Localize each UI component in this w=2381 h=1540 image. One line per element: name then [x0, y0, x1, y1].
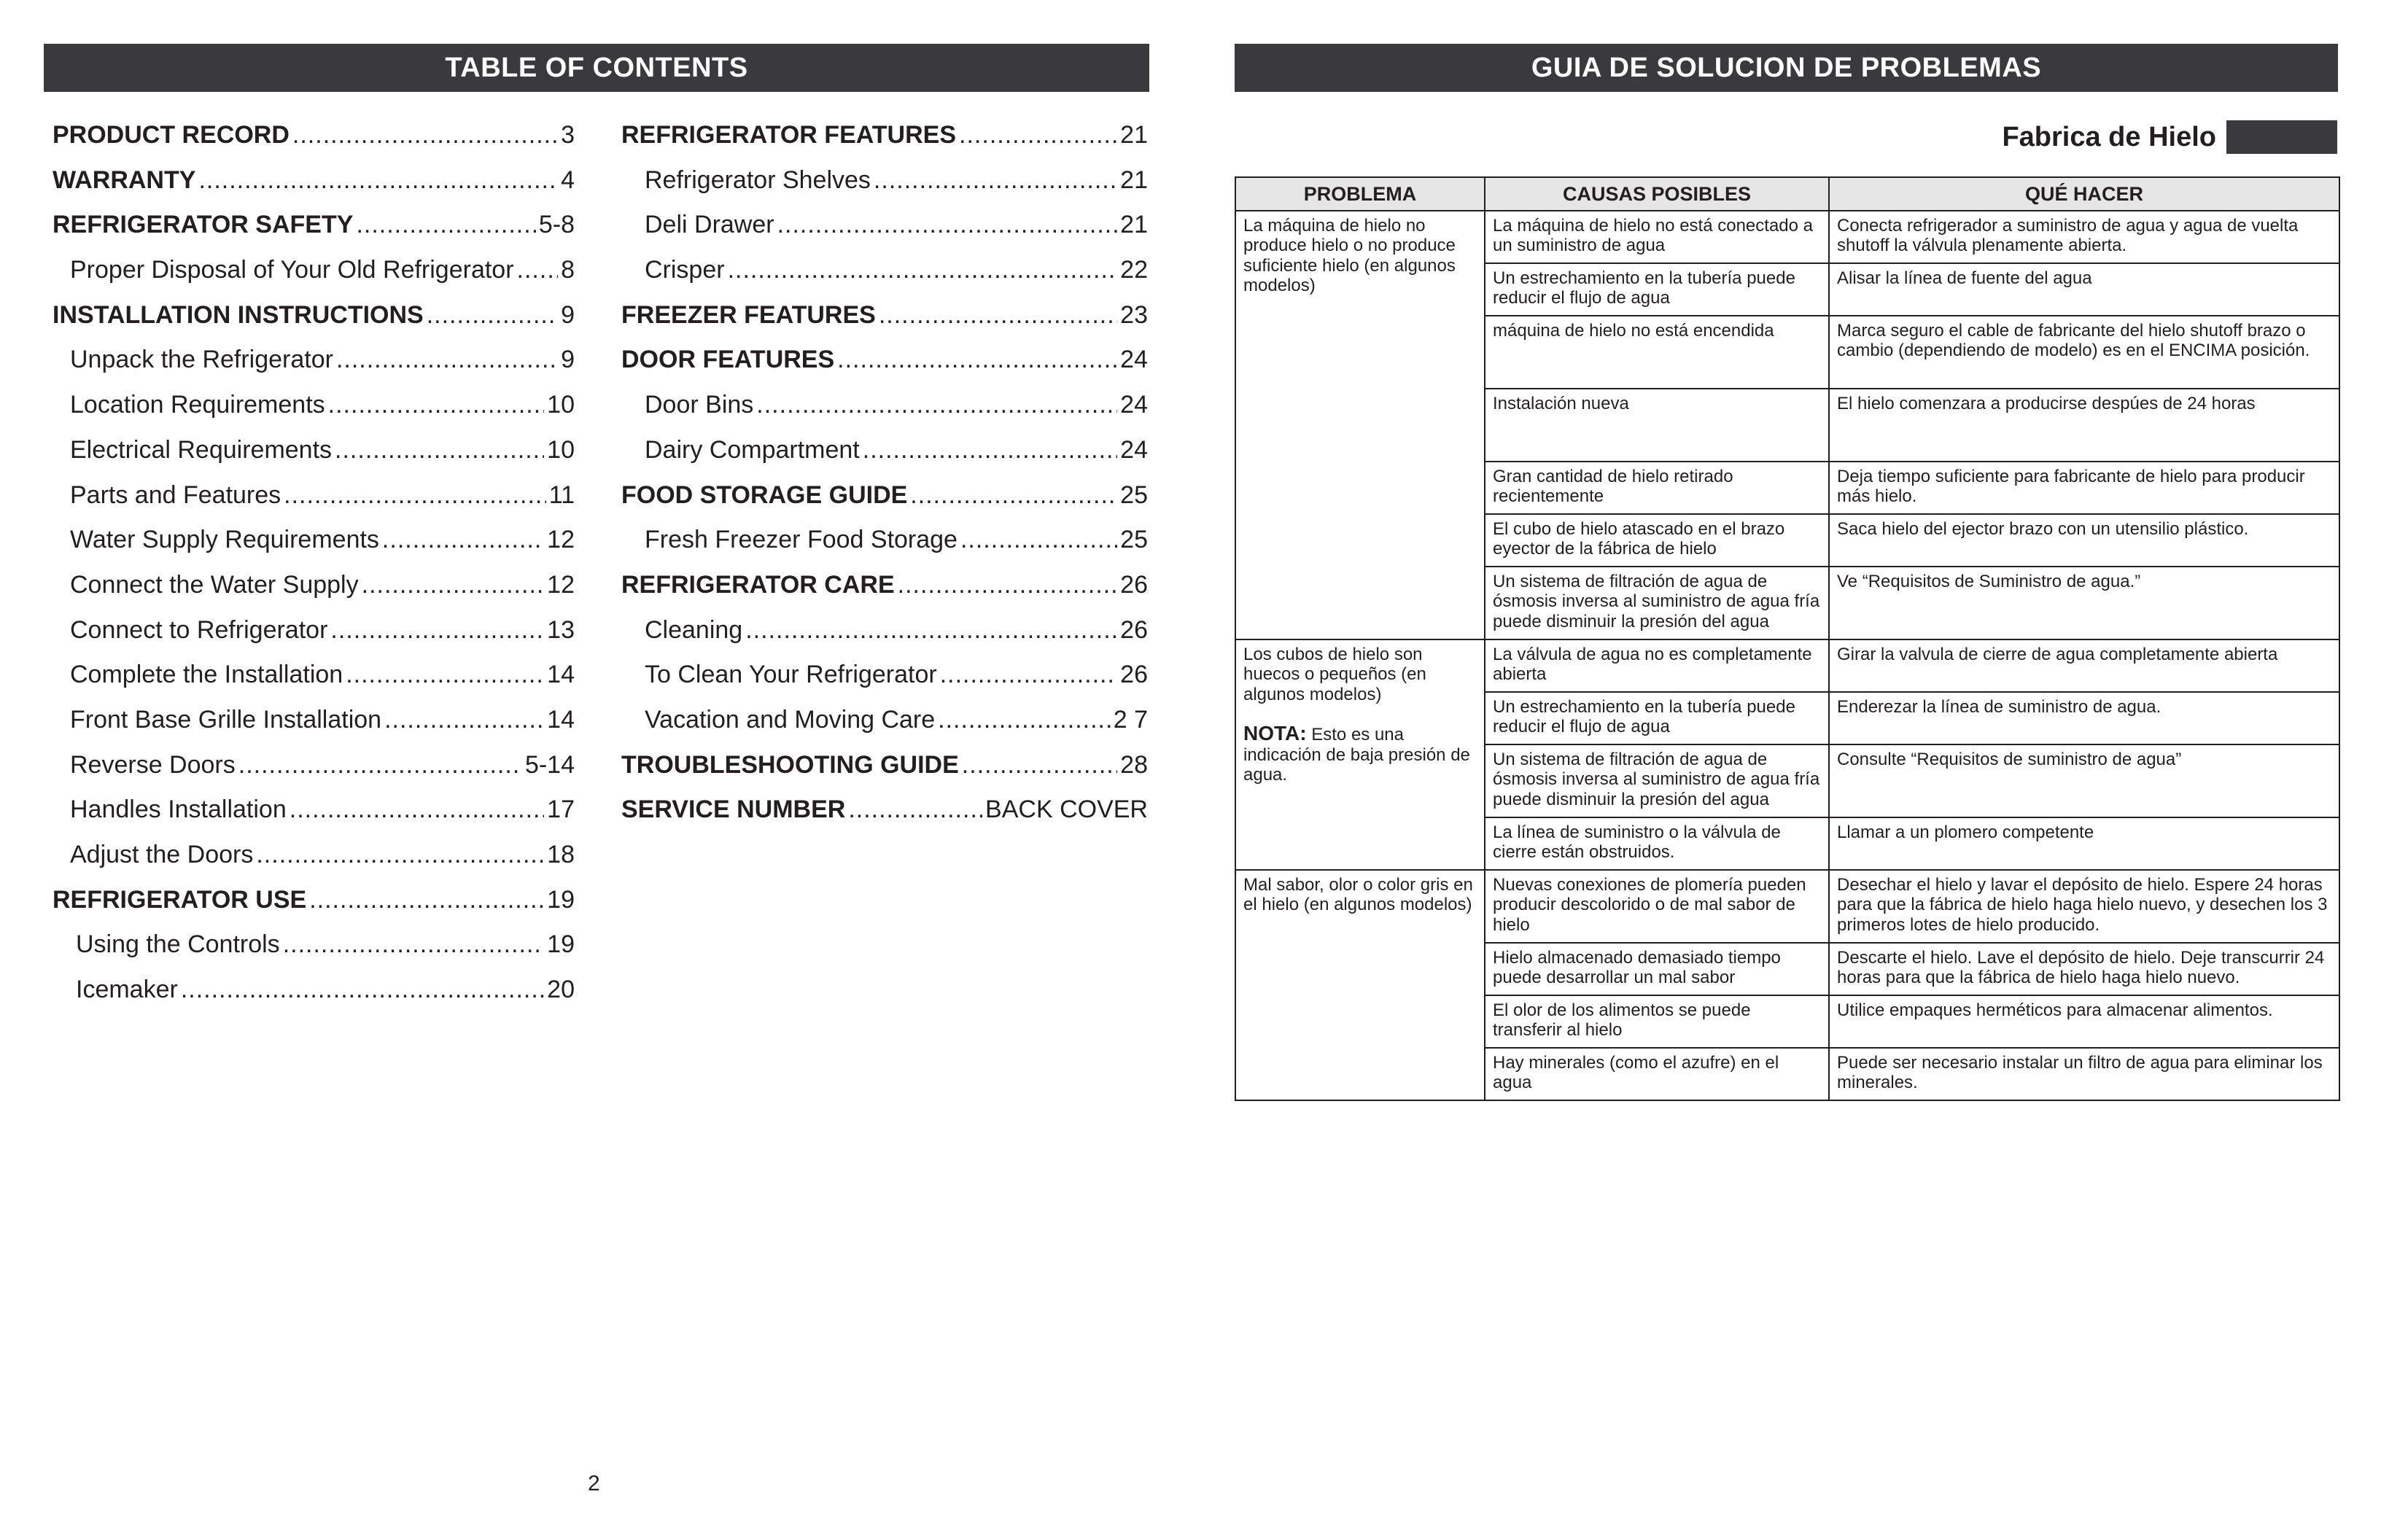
- section-title: Fabrica de Hielo: [2002, 121, 2216, 152]
- toc-entry-page: 26: [1120, 661, 1148, 689]
- toc-entry-title: Water Supply Requirements: [70, 526, 379, 554]
- toc-dot-leader: [879, 301, 1117, 330]
- table-row: [1235, 211, 2339, 263]
- toc-entry: [53, 841, 575, 886]
- problem-text: Mal sabor, olor o color gris en el hielo (en algunos modelos): [1243, 875, 1473, 915]
- toc-entry-page: 9: [561, 300, 575, 329]
- toc-entry-page: 23: [1120, 300, 1148, 329]
- toc-entry-page: 14: [547, 661, 575, 689]
- toc-entry-title: To Clean Your Refrigerator: [645, 661, 937, 689]
- toc-entry: [621, 751, 1148, 796]
- table-row: [1235, 870, 2339, 943]
- fix-cell: Conecta refrigerador a suministro de agua y agua de vuelta shutoff la válvula plenamente abierta.: [1829, 211, 2339, 263]
- toc-entry-title: Using the Controls: [76, 930, 280, 959]
- cause-cell: Gran cantidad de hielo retirado recientemente: [1485, 462, 1829, 514]
- toc-dot-leader: [427, 301, 558, 330]
- toc-entry-page: 13: [547, 615, 575, 644]
- toc-entry-title: Door Bins: [645, 391, 754, 419]
- toc-dot-leader: [384, 706, 544, 734]
- toc-entry: [621, 211, 1148, 256]
- toc-entry: [621, 616, 1148, 661]
- cause-cell: La línea de suministro o la válvula de cierre están obstruidos.: [1485, 817, 1829, 870]
- toc-entry-title: REFRIGERATOR FEATURES: [621, 121, 957, 149]
- toc-entry-title: REFRIGERATOR USE: [53, 885, 307, 914]
- toc-entry: [53, 346, 575, 391]
- toc-entry-title: Icemaker: [76, 976, 178, 1004]
- header-causes: CAUSAS POSIBLES: [1485, 177, 1829, 211]
- toc-entry-page: 21: [1120, 166, 1148, 194]
- note-text: Esto es una indicación de baja presión de agua.: [1243, 725, 1470, 785]
- toc-entry-title: Location Requirements: [70, 391, 325, 419]
- toc-entry-page: 22: [1120, 256, 1148, 284]
- toc-entry: [53, 930, 575, 976]
- note-label: NOTA:: [1243, 722, 1307, 745]
- cause-cell: El cubo de hielo atascado en el brazo eyector de la fábrica de hielo: [1485, 514, 1829, 567]
- toc-dot-leader: [728, 256, 1118, 284]
- fix-cell: Descarte el hielo. Lave el depósito de hielo. Deje transcurrir 24 horas para que la fábrica de hielo haga hielo nuevo.: [1829, 943, 2339, 995]
- toc-dot-leader: [837, 346, 1117, 374]
- toc-entry-page: 26: [1120, 570, 1148, 599]
- toc-entry: [53, 436, 575, 481]
- troubleshooting-banner: GUIA DE SOLUCION DE PROBLEMAS: [1235, 44, 2338, 92]
- toc-entry-title: Unpack the Refrigerator: [70, 346, 333, 374]
- cause-cell: Hay minerales (como el azufre) en el agua: [1485, 1048, 1829, 1100]
- toc-entry-page: 20: [547, 976, 575, 1004]
- toc-dot-leader: [777, 211, 1118, 239]
- section-header-bar: [2226, 120, 2337, 154]
- toc-dot-leader: [745, 616, 1117, 645]
- toc-entry: [621, 391, 1148, 436]
- toc-dot-leader: [290, 796, 544, 824]
- toc-entry-page: 19: [547, 930, 575, 959]
- toc-entry-page: 10: [547, 435, 575, 464]
- toc-dot-leader: [940, 661, 1117, 689]
- toc-entry: [621, 706, 1148, 751]
- toc-entry-page: 3: [561, 121, 575, 149]
- fix-cell: Alisar la línea de fuente del agua: [1829, 263, 2339, 316]
- toc-entry: [53, 526, 575, 571]
- toc-dot-leader: [181, 976, 544, 1004]
- toc-dot-leader: [238, 751, 522, 779]
- toc-dot-leader: [256, 841, 544, 869]
- toc-entry: [621, 346, 1148, 391]
- fix-cell: Deja tiempo suficiente para fabricante de hielo para producir más hielo.: [1829, 462, 2339, 514]
- note-block: [1243, 722, 1477, 785]
- toc-dot-leader: [346, 661, 544, 689]
- toc-dot-leader: [330, 616, 544, 645]
- fix-cell: El hielo comenzara a producirse despúes de 24 horas: [1829, 389, 2339, 462]
- fix-cell: Consulte “Requisitos de suministro de agua”: [1829, 744, 2339, 817]
- cause-cell: máquina de hielo no está encendida: [1485, 316, 1829, 389]
- toc-entry-page: 18: [547, 841, 575, 868]
- toc-entry-page: 28: [1120, 750, 1148, 779]
- fix-cell: Llamar a un plomero competente: [1829, 817, 2339, 870]
- toc-entry-title: INSTALLATION INSTRUCTIONS: [53, 300, 424, 329]
- fix-cell: Enderezar la línea de suministro de agua.: [1829, 692, 2339, 744]
- toc-dot-leader: [960, 526, 1117, 554]
- toc-entry-title: Dairy Compartment: [645, 435, 860, 464]
- toc-entry-page: 21: [1120, 121, 1148, 149]
- cause-cell: La máquina de hielo no está conectado a un suministro de agua: [1485, 211, 1829, 263]
- toc-entry: [53, 751, 575, 796]
- toc-entry: [53, 256, 575, 301]
- toc-entry-page: 9: [561, 346, 575, 374]
- toc-entry-title: WARRANTY: [53, 166, 196, 194]
- toc-entry-page: 25: [1120, 526, 1148, 554]
- toc-dot-leader: [362, 571, 545, 599]
- toc-entry-page: 2 7: [1113, 705, 1148, 734]
- toc-dot-leader: [336, 346, 558, 374]
- cause-cell: Nuevas conexiones de plomería pueden producir descolorido o de mal sabor de hielo: [1485, 870, 1829, 943]
- cause-cell: Un sistema de filtración de agua de ósmosis inversa al suministro de agua fría puede disminuir la presión del agua: [1485, 567, 1829, 639]
- toc-dot-leader: [328, 391, 545, 419]
- toc-entry: [621, 571, 1148, 616]
- toc-entry: [53, 211, 575, 256]
- toc-dot-leader: [284, 481, 546, 510]
- toc-dot-leader: [962, 751, 1117, 779]
- page-number: 2: [588, 1471, 600, 1496]
- toc-dot-leader: [198, 166, 558, 195]
- toc-entry-page: 24: [1120, 435, 1148, 464]
- toc-entry-page: 14: [547, 705, 575, 734]
- toc-dot-leader: [863, 436, 1117, 464]
- toc-entry-title: Refrigerator Shelves: [645, 166, 871, 194]
- toc-entry-page: 5-14: [524, 750, 575, 779]
- toc-dot-leader: [335, 436, 544, 464]
- toc-entry-title: Connect the Water Supply: [70, 570, 359, 599]
- toc-dot-leader: [898, 571, 1118, 599]
- fix-cell: Utilice empaques herméticos para almacenar alimentos.: [1829, 995, 2339, 1048]
- toc-entry: [53, 616, 575, 661]
- toc-column-left: [53, 121, 575, 1021]
- toc-entry-title: Adjust the Doors: [70, 841, 254, 868]
- toc-dot-leader: [756, 391, 1117, 419]
- cause-cell: Un estrechamiento en la tubería puede reducir el flujo de agua: [1485, 692, 1829, 744]
- toc-entry-title: Vacation and Moving Care: [645, 705, 936, 734]
- fix-cell: Girar la valvula de cierre de agua completamente abierta: [1829, 639, 2339, 692]
- toc-banner: TABLE OF CONTENTS: [44, 44, 1149, 92]
- fix-cell: Puede ser necesario instalar un filtro de agua para eliminar los minerales.: [1829, 1048, 2339, 1100]
- toc-entry-page: 10: [547, 391, 575, 419]
- toc-dot-leader: [959, 121, 1117, 149]
- problem-cell: [1235, 639, 1485, 870]
- toc-entry-title: FOOD STORAGE GUIDE: [621, 481, 908, 509]
- cause-cell: Instalación nueva: [1485, 389, 1829, 462]
- toc-entry-title: Front Base Grille Installation: [70, 705, 382, 734]
- toc-entry: [53, 796, 575, 841]
- toc-entry-title: Electrical Requirements: [70, 435, 333, 464]
- toc-entry: [621, 436, 1148, 481]
- toc-entry-page: 12: [547, 570, 575, 599]
- toc-entry-title: Fresh Freezer Food Storage: [645, 526, 958, 554]
- toc-entry-title: Proper Disposal of Your Old Refrigerator: [70, 256, 514, 284]
- toc-entry: [621, 301, 1148, 346]
- toc-entry: [53, 706, 575, 751]
- toc-dot-leader: [910, 481, 1117, 510]
- toc-dot-leader: [938, 706, 1111, 734]
- cause-cell: La válvula de agua no es completamente abierta: [1485, 639, 1829, 692]
- toc-entry: [53, 571, 575, 616]
- toc-entry-page: 17: [547, 796, 575, 824]
- toc-entry: [53, 886, 575, 931]
- toc-entry-title: DOOR FEATURES: [621, 346, 835, 374]
- cause-cell: Un estrechamiento en la tubería puede reducir el flujo de agua: [1485, 263, 1829, 316]
- toc-entry: [621, 661, 1148, 706]
- toc-entry-page: 26: [1120, 615, 1148, 644]
- troubleshooting-table: [1235, 176, 2340, 1101]
- fix-cell: Desechar el hielo y lavar el depósito de hielo. Espere 24 horas para que la fábrica de hielo haga hielo nuevo, y desechen los 3 primeros lotes de hielo producido.: [1829, 870, 2339, 943]
- cause-cell: Hielo almacenado demasiado tiempo puede desarrollar un mal sabor: [1485, 943, 1829, 995]
- toc-entry: [53, 661, 575, 706]
- header-problem: PROBLEMA: [1235, 177, 1485, 211]
- fix-cell: Saca hielo del ejector brazo con un utensilio plástico.: [1829, 514, 2339, 567]
- toc-entry-title: PRODUCT RECORD: [53, 121, 290, 149]
- toc-entry: [621, 166, 1148, 211]
- problem-cell: [1235, 211, 1485, 639]
- problem-text: La máquina de hielo no produce hielo o no produce suficiente hielo (en algunos modelos): [1243, 216, 1456, 296]
- problem-cell: [1235, 870, 1485, 1100]
- toc-entry-title: Handles Installation: [70, 796, 287, 824]
- toc-entry-page: BACK COVER: [985, 796, 1148, 824]
- toc-entry-title: FREEZER FEATURES: [621, 300, 876, 329]
- toc-dot-leader: [283, 930, 544, 959]
- toc-entry: [53, 481, 575, 526]
- toc-dot-leader: [309, 886, 544, 914]
- cause-cell: El olor de los alimentos se puede transferir al hielo: [1485, 995, 1829, 1048]
- toc-entry-title: Complete the Installation: [70, 661, 343, 689]
- toc-entry-title: REFRIGERATOR CARE: [621, 570, 895, 599]
- toc-entry-page: 21: [1120, 211, 1148, 239]
- cause-cell: Un sistema de filtración de agua de ósmosis inversa al suministro de agua fría puede disminuir la presión del agua: [1485, 744, 1829, 817]
- toc-entry-page: 5-8: [538, 211, 575, 239]
- toc-dot-leader: [848, 796, 982, 824]
- toc-entry: [621, 526, 1148, 571]
- toc-entry-title: Crisper: [645, 256, 725, 284]
- toc-entry: [53, 976, 575, 1021]
- toc-entry-page: 4: [561, 166, 575, 194]
- fix-cell: Ve “Requisitos de Suministro de agua.”: [1829, 567, 2339, 639]
- toc-entry: [621, 481, 1148, 526]
- toc-entry-page: 12: [547, 526, 575, 554]
- toc-entry: [53, 121, 575, 166]
- toc-dot-leader: [382, 526, 544, 554]
- toc-entry-page: 25: [1120, 481, 1148, 509]
- table-row: [1235, 639, 2339, 692]
- toc-entry: [53, 391, 575, 436]
- toc-entry: [53, 166, 575, 211]
- toc-entry-page: 24: [1120, 346, 1148, 374]
- toc-entry: [53, 301, 575, 346]
- toc-entry-page: 8: [561, 256, 575, 284]
- header-what-to-do: QUÉ HACER: [1829, 177, 2339, 211]
- problem-text: Los cubos de hielo son huecos o pequeños (en algunos modelos): [1243, 645, 1426, 704]
- toc-entry-page: 19: [547, 885, 575, 914]
- toc-entry-title: REFRIGERATOR SAFETY: [53, 211, 354, 239]
- section-header: [2002, 120, 2337, 155]
- toc-dot-leader: [292, 121, 558, 149]
- toc-dot-leader: [356, 211, 535, 239]
- toc-dot-leader: [874, 166, 1117, 195]
- toc-entry: [621, 796, 1148, 841]
- toc-entry-title: Parts and Features: [70, 481, 281, 509]
- toc-entry-title: Deli Drawer: [645, 211, 774, 239]
- toc-entry: [621, 121, 1148, 166]
- toc-entry-title: Cleaning: [645, 615, 743, 644]
- toc-entry-page: 24: [1120, 391, 1148, 419]
- toc-entry-title: Reverse Doors: [70, 750, 236, 779]
- toc-entry-title: Connect to Refrigerator: [70, 615, 328, 644]
- toc-dot-leader: [517, 256, 559, 284]
- toc-entry-title: TROUBLESHOOTING GUIDE: [621, 750, 959, 779]
- toc-column-right: [621, 121, 1148, 841]
- toc-entry-page: 11: [548, 481, 575, 509]
- table-header-row: [1235, 177, 2339, 211]
- toc-entry-title: SERVICE NUMBER: [621, 796, 846, 824]
- toc-entry: [621, 256, 1148, 301]
- fix-cell: Marca seguro el cable de fabricante del hielo shutoff brazo o cambio (dependiendo de modelo) es en el ENCIMA posición.: [1829, 316, 2339, 389]
